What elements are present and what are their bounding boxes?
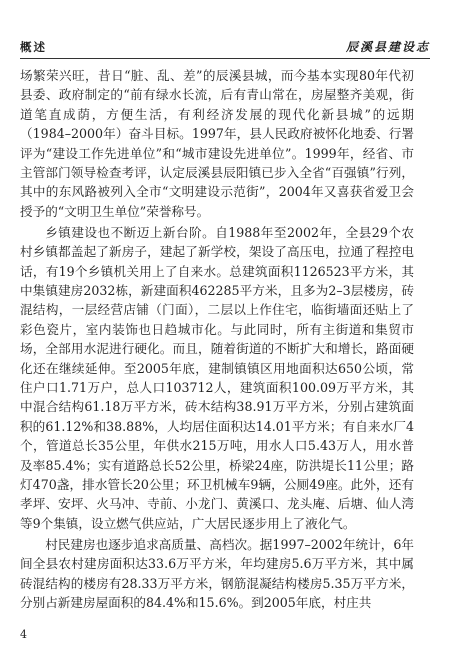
paragraph-village-housing: 村民建房也逐步追求高质量、高档次。据1997–2002年统计，6年间全县农村建房面积达33.6万平方米，年均建房5.6万平方米，其中属砖混结构的楼房有28.33万平方米，钢筋混凝结构楼房5.35万平方米，分别占新建房屋面积的84.4%和15.6%。到2005年底，村庄共 xyxy=(20,536,414,610)
body-text xyxy=(20,66,414,612)
book-title: 辰溪县建设志 xyxy=(345,40,430,54)
page-number: 4 xyxy=(20,628,27,641)
paragraph-town-construction: 乡镇建设也不断迈上新台阶。自1988年至2002年，全县29个农村乡镇都盖起了新房子，建起了新学校，架设了高压电，拉通了程控电话，有19个乡镇机关用上了自来水。总建筑面积1126523平方米，其中集镇建房2032栋，新建面积462285平方米，且多为2–3层楼房，砖混结构，一层经营店铺（门面），二层以上作住宅，临街墙面还贴上了彩色瓷片，室内装饰也日趋城市化。与此同时，所有主街道和集贸市场，全部用水泥进行硬化。而且，随着街道的不断扩大和增长，路面硬化还在继续延伸。至2005年底，建制镇镇区用地面积达650公顷，常住户口1.71万户，总人口103712人，建筑面积100.09万平方米，其中混合结构61.18万平方米，砖木结构38.91万平方米，分别占建筑面积的61.12%和38.88%，人均居住面积达14.01平方米；有自来水厂4个，管道总长35公里，年供水215万吨，用水人口5.43万人，用水普及率85.4%；实有道路总长52公里，桥梁24座，防洪堤长11公里；路灯470盏，排水管长20公里；环卫机械车9辆，公厕49座。此外，还有孝坪、安坪、火马冲、寺前、小龙门、黄溪口、龙头庵、后塘、仙人湾等9个集镇，设立燃气供应站，广大居民逐步用上了液化气。 xyxy=(20,224,414,531)
paragraph-continued: 场繁荣兴旺，昔日“脏、乱、差”的辰溪县城，而今基本实现80年代初县委、政府制定的“前有绿水长流，后有青山常在，房屋整齐美观，街道笔直成荫，方便生活，有利经济发展的现代化新县城”的远期（1984–2000年）奋斗目标。1997年，县人民政府被怀化地委、行署评为“建设工作先进单位”和“城市建设先进单位”。1999年，经省、市主管部门领导检查考评，认定辰溪县辰阳镇已步入全省“百强镇”行列，其中的东风路被列入全市“文明建设示范街”，2004年又喜获省爱卫会授予的“文明卫生单位”荣誉称号。 xyxy=(20,68,414,219)
running-header xyxy=(20,36,430,59)
section-title: 概述 xyxy=(20,40,47,54)
